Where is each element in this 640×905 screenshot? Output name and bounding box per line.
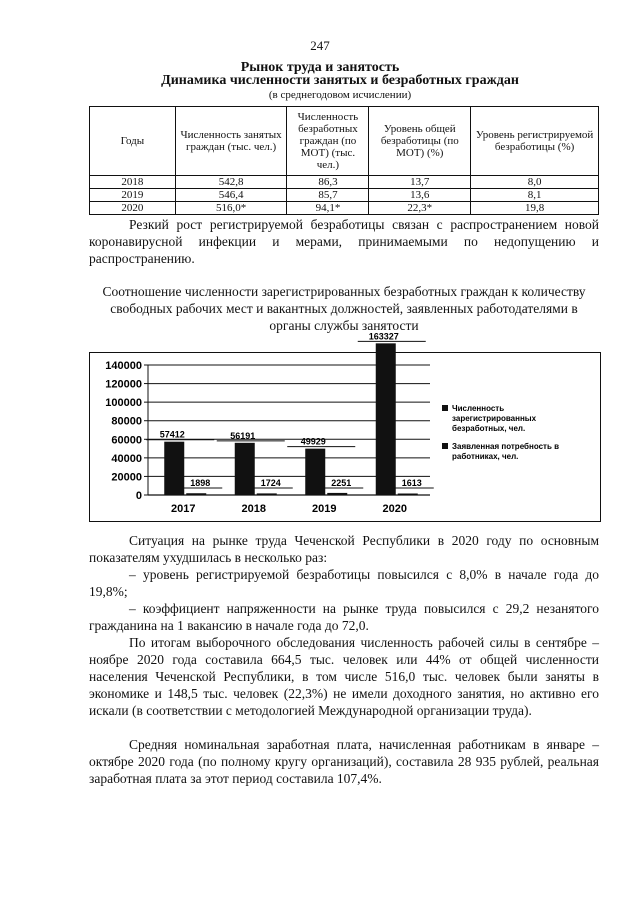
table-title: Динамика численности занятых и безработных граждан bbox=[161, 73, 519, 88]
bar-unemployed-2018 bbox=[235, 443, 255, 495]
table-cell: 546,4 bbox=[175, 189, 287, 202]
legend-swatch bbox=[442, 443, 448, 449]
table-cell: 13,7 bbox=[369, 176, 471, 189]
column-header: Годы bbox=[90, 107, 176, 176]
paragraph-situation: Ситуация на рынке труда Чеченской Республики в 2020 году по основным показателям ухудшилась в несколько раз: bbox=[89, 533, 599, 565]
x-tick-label: 2019 bbox=[312, 503, 337, 515]
legend-label: Заявленная потребность в работниках, чел. bbox=[452, 442, 560, 461]
data-label-vacancies: 1613 bbox=[401, 478, 422, 488]
table-row bbox=[90, 189, 599, 202]
column-header: Уровень регистрируемой безработицы (%) bbox=[471, 107, 599, 176]
data-label-vacancies: 1724 bbox=[260, 478, 281, 488]
y-tick-label: 20000 bbox=[111, 471, 142, 484]
bar-unemployed-2020 bbox=[376, 343, 396, 495]
legend-swatch bbox=[442, 405, 448, 411]
y-tick-label: 40000 bbox=[111, 452, 142, 465]
table-row bbox=[90, 202, 599, 215]
bar-unemployed-2019 bbox=[305, 449, 325, 495]
stats-table bbox=[89, 106, 599, 215]
table-subtitle: (в среднегодовом исчислении) bbox=[268, 89, 412, 101]
table-cell: 22,3* bbox=[369, 202, 471, 215]
table-cell: 86,3 bbox=[287, 176, 369, 189]
data-label-vacancies: 2251 bbox=[331, 478, 352, 488]
table-cell: 8,0 bbox=[471, 176, 599, 189]
y-tick-label: 60000 bbox=[111, 434, 142, 447]
chart-heading: Соотношение численности зарегистрированных безработных граждан к количеству свободных рабочих мест и вакантных должностей, заявленных работодателями в органы службы занятости bbox=[102, 284, 586, 333]
legend-label: Численность зарегистрированных безработных, чел. bbox=[452, 404, 537, 433]
data-label-unemployed: 56191 bbox=[230, 430, 256, 441]
table-cell: 516,0* bbox=[175, 202, 287, 215]
table-cell: 8,1 bbox=[471, 189, 599, 202]
table-cell: 2019 bbox=[90, 189, 176, 202]
y-tick-label: 0 bbox=[135, 490, 142, 502]
paragraph-after-table: Резкий рост регистрируемой безработицы связан с распространением новой коронавирусной инфекции и мерами, принимаемыми по недопущению и распространению. bbox=[89, 217, 599, 266]
chart-frame bbox=[89, 331, 601, 522]
paragraph-salary: Средняя номинальная заработная плата, начисленная работникам в январе – октябре 2020 года (по полному кругу организаций), составила 28 935 рублей, реальная заработная плата за этот период составила 107,4%. bbox=[89, 737, 599, 786]
table-cell: 542,8 bbox=[175, 176, 287, 189]
table-header-row bbox=[90, 107, 599, 176]
table-cell: 2018 bbox=[90, 176, 176, 189]
page-number: 247 bbox=[310, 38, 330, 53]
x-tick-label: 2017 bbox=[171, 503, 196, 515]
paragraph-survey: По итогам выборочного обследования численность рабочей силы в сентябре – ноябре 2020 года составила 664,5 тыс. человек или 44% от общей численности населения Чеченской Республики, в том числе 516,0 тыс. человек были заняты в экономике и 148,5 тыс. человек (22,3%) не имели доходного занятия, но активно его искали (в соответствии с методологией Международной организации труда). bbox=[89, 635, 599, 718]
data-label-unemployed: 163327 bbox=[368, 331, 399, 342]
paragraph-unemployment-level: – уровень регистрируемой безработицы повысился с 8,0% в начале года до 19,8%; bbox=[89, 567, 599, 599]
data-label-unemployed: 49929 bbox=[300, 436, 326, 447]
column-header: Численность безработных граждан (по МОТ) (тыс. чел.) bbox=[287, 107, 369, 176]
bar-unemployed-2017 bbox=[164, 442, 184, 495]
bar-chart bbox=[90, 331, 600, 521]
column-header: Уровень общей безработицы (по МОТ) (%) bbox=[369, 107, 471, 176]
y-tick-label: 100000 bbox=[105, 397, 142, 410]
data-label-vacancies: 1898 bbox=[190, 478, 211, 488]
column-header: Численность занятых граждан (тыс. чел.) bbox=[175, 107, 287, 176]
section-title: Рынок труда и занятость bbox=[240, 60, 400, 75]
table-cell: 94,1* bbox=[287, 202, 369, 215]
table-cell: 19,8 bbox=[471, 202, 599, 215]
data-label-unemployed: 57412 bbox=[159, 429, 185, 440]
x-tick-label: 2018 bbox=[241, 503, 266, 515]
table-cell: 13,6 bbox=[369, 189, 471, 202]
table-cell: 85,7 bbox=[287, 189, 369, 202]
table-cell: 2020 bbox=[90, 202, 176, 215]
paragraph-tension-ratio: – коэффициент напряженности на рынке труда повысился с 29,2 незанятого гражданина на 1 вакансию в начале года до 72,0. bbox=[89, 601, 599, 633]
table-row bbox=[90, 176, 599, 189]
x-tick-label: 2020 bbox=[382, 503, 407, 515]
y-tick-label: 80000 bbox=[111, 415, 142, 428]
y-tick-label: 140000 bbox=[105, 360, 142, 372]
y-tick-label: 120000 bbox=[105, 378, 142, 391]
